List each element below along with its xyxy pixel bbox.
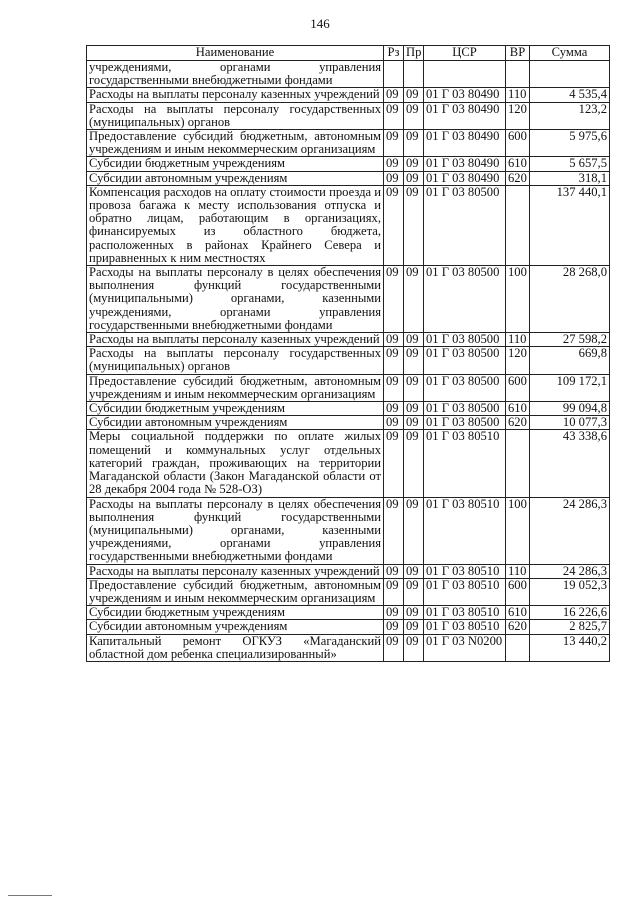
row-csr-cell: 01 Г 03 80500 <box>424 416 506 430</box>
row-sum-cell: 24 286,3 <box>530 497 610 564</box>
row-vr-cell: 110 <box>506 564 530 578</box>
row-pr-cell: 09 <box>404 634 424 661</box>
row-pr-cell <box>404 61 424 88</box>
row-csr-cell: 01 Г 03 80510 <box>424 620 506 634</box>
row-csr-cell: 01 Г 03 80510 <box>424 606 506 620</box>
row-pr-cell: 09 <box>404 185 424 265</box>
table-body <box>87 61 610 662</box>
row-rz-cell: 09 <box>384 171 404 185</box>
table-row <box>87 620 610 634</box>
row-csr-cell: 01 Г 03 80500 <box>424 185 506 265</box>
row-sum-cell: 13 440,2 <box>530 634 610 661</box>
row-sum-cell: 2 825,7 <box>530 620 610 634</box>
row-csr-cell: 01 Г 03 80510 <box>424 497 506 564</box>
row-name-cell: Расходы на выплаты персоналу государственных (муниципальных) органов <box>87 347 384 374</box>
row-csr-cell: 01 Г 03 80490 <box>424 88 506 102</box>
row-csr-cell: 01 Г 03 80500 <box>424 266 506 333</box>
table-row <box>87 430 610 497</box>
row-sum-cell: 28 268,0 <box>530 266 610 333</box>
row-sum-cell: 99 094,8 <box>530 402 610 416</box>
header-rz: Рз <box>384 46 404 61</box>
row-sum-cell: 5 657,5 <box>530 157 610 171</box>
row-rz-cell: 09 <box>384 266 404 333</box>
row-name-cell: Компенсация расходов на оплату стоимости проезда и провоза багажа к месту использования отпуска и обратно лицам, работающим в организациях, финансируемых из областного бюджета, расположенных в районах Крайнего Севера и приравненных к ним местностях <box>87 185 384 265</box>
budget-table <box>86 45 610 662</box>
table-row <box>87 347 610 374</box>
row-sum-cell: 137 440,1 <box>530 185 610 265</box>
row-rz-cell <box>384 61 404 88</box>
row-vr-cell: 100 <box>506 266 530 333</box>
row-vr-cell: 600 <box>506 578 530 605</box>
row-vr-cell <box>506 430 530 497</box>
row-csr-cell: 01 Г 03 80500 <box>424 374 506 401</box>
row-vr-cell: 120 <box>506 347 530 374</box>
row-rz-cell: 09 <box>384 130 404 157</box>
row-pr-cell: 09 <box>404 333 424 347</box>
row-csr-cell: 01 Г 03 80500 <box>424 347 506 374</box>
row-pr-cell: 09 <box>404 416 424 430</box>
row-rz-cell: 09 <box>384 88 404 102</box>
table-row <box>87 578 610 605</box>
footnote-rule <box>8 895 52 896</box>
row-csr-cell: 01 Г 03 80510 <box>424 578 506 605</box>
row-csr-cell: 01 Г 03 80500 <box>424 402 506 416</box>
table-row <box>87 171 610 185</box>
row-pr-cell: 09 <box>404 171 424 185</box>
row-name-cell: Субсидии бюджетным учреждениям <box>87 606 384 620</box>
table-row <box>87 185 610 265</box>
row-vr-cell: 100 <box>506 497 530 564</box>
row-sum-cell: 24 286,3 <box>530 564 610 578</box>
table-row <box>87 130 610 157</box>
header-pr: Пр <box>404 46 424 61</box>
table-row <box>87 402 610 416</box>
row-sum-cell: 4 535,4 <box>530 88 610 102</box>
row-rz-cell: 09 <box>384 564 404 578</box>
row-pr-cell: 09 <box>404 102 424 129</box>
row-pr-cell: 09 <box>404 606 424 620</box>
row-vr-cell: 610 <box>506 606 530 620</box>
row-name-cell: Меры социальной поддержки по оплате жилых помещений и коммунальных услуг отдельных категорий граждан, проживающих на территории Магаданской области (Закон Магаданской области от 28 декабря 2004 года № 528-ОЗ) <box>87 430 384 497</box>
row-vr-cell: 620 <box>506 416 530 430</box>
row-rz-cell: 09 <box>384 606 404 620</box>
row-name-cell: Расходы на выплаты персоналу в целях обеспечения выполнения функций государственными (муниципальными) органами, казенными учреждениями, органами управления государственными внебюджетными фондами <box>87 266 384 333</box>
row-rz-cell: 09 <box>384 402 404 416</box>
row-sum-cell: 318,1 <box>530 171 610 185</box>
table-row <box>87 266 610 333</box>
table-row <box>87 416 610 430</box>
row-vr-cell: 620 <box>506 620 530 634</box>
row-name-cell: Субсидии бюджетным учреждениям <box>87 157 384 171</box>
row-name-cell: Расходы на выплаты персоналу казенных учреждений <box>87 333 384 347</box>
row-name-cell: Предоставление субсидий бюджетным, автономным учреждениям и иным некоммерческим организациям <box>87 374 384 401</box>
row-name-cell: Субсидии автономным учреждениям <box>87 620 384 634</box>
row-pr-cell: 09 <box>404 130 424 157</box>
row-pr-cell: 09 <box>404 266 424 333</box>
row-pr-cell: 09 <box>404 620 424 634</box>
row-vr-cell: 620 <box>506 171 530 185</box>
row-rz-cell: 09 <box>384 430 404 497</box>
row-sum-cell: 109 172,1 <box>530 374 610 401</box>
row-sum-cell: 19 052,3 <box>530 578 610 605</box>
row-sum-cell: 16 226,6 <box>530 606 610 620</box>
row-name-cell: Капитальный ремонт ОГКУЗ «Магаданский областной дом ребенка специализированный» <box>87 634 384 661</box>
row-name-cell: Предоставление субсидий бюджетным, автономным учреждениям и иным некоммерческим организациям <box>87 130 384 157</box>
row-vr-cell <box>506 185 530 265</box>
row-pr-cell: 09 <box>404 564 424 578</box>
row-sum-cell: 43 338,6 <box>530 430 610 497</box>
row-csr-cell: 01 Г 03 80510 <box>424 430 506 497</box>
row-name-cell: Расходы на выплаты персоналу казенных учреждений <box>87 564 384 578</box>
row-pr-cell: 09 <box>404 88 424 102</box>
table-row <box>87 61 610 88</box>
row-sum-cell: 669,8 <box>530 347 610 374</box>
row-csr-cell: 01 Г 03 N0200 <box>424 634 506 661</box>
row-csr-cell: 01 Г 03 80490 <box>424 102 506 129</box>
row-pr-cell: 09 <box>404 157 424 171</box>
row-rz-cell: 09 <box>384 578 404 605</box>
table-row <box>87 88 610 102</box>
row-vr-cell <box>506 634 530 661</box>
row-name-cell: Расходы на выплаты персоналу государственных (муниципальных) органов <box>87 102 384 129</box>
row-rz-cell: 09 <box>384 634 404 661</box>
row-csr-cell: 01 Г 03 80490 <box>424 157 506 171</box>
row-rz-cell: 09 <box>384 157 404 171</box>
table-header-row <box>87 46 610 61</box>
row-pr-cell: 09 <box>404 497 424 564</box>
table-row <box>87 497 610 564</box>
row-name-cell: Субсидии бюджетным учреждениям <box>87 402 384 416</box>
table-row <box>87 606 610 620</box>
row-vr-cell: 120 <box>506 102 530 129</box>
row-sum-cell: 27 598,2 <box>530 333 610 347</box>
table-row <box>87 374 610 401</box>
row-vr-cell: 110 <box>506 333 530 347</box>
row-vr-cell: 600 <box>506 374 530 401</box>
row-csr-cell: 01 Г 03 80490 <box>424 130 506 157</box>
row-vr-cell: 610 <box>506 402 530 416</box>
row-name-cell: Расходы на выплаты персоналу в целях обеспечения выполнения функций государственными (муниципальными) органами, казенными учреждениями, органами управления государственными внебюджетными фондами <box>87 497 384 564</box>
table-row <box>87 102 610 129</box>
row-pr-cell: 09 <box>404 374 424 401</box>
row-rz-cell: 09 <box>384 102 404 129</box>
row-name-cell: учреждениями, органами управления государственными внебюджетными фондами <box>87 61 384 88</box>
row-rz-cell: 09 <box>384 416 404 430</box>
header-name: Наименование <box>87 46 384 61</box>
table-row <box>87 634 610 661</box>
table-row <box>87 157 610 171</box>
row-csr-cell: 01 Г 03 80490 <box>424 171 506 185</box>
row-vr-cell <box>506 61 530 88</box>
row-name-cell: Субсидии автономным учреждениям <box>87 416 384 430</box>
row-sum-cell: 10 077,3 <box>530 416 610 430</box>
table-row <box>87 333 610 347</box>
row-sum-cell <box>530 61 610 88</box>
row-csr-cell: 01 Г 03 80500 <box>424 333 506 347</box>
row-pr-cell: 09 <box>404 347 424 374</box>
row-rz-cell: 09 <box>384 374 404 401</box>
header-csr: ЦСР <box>424 46 506 61</box>
row-sum-cell: 123,2 <box>530 102 610 129</box>
row-vr-cell: 610 <box>506 157 530 171</box>
row-pr-cell: 09 <box>404 578 424 605</box>
row-csr-cell <box>424 61 506 88</box>
row-csr-cell: 01 Г 03 80510 <box>424 564 506 578</box>
row-name-cell: Предоставление субсидий бюджетным, автономным учреждениям и иным некоммерческим организациям <box>87 578 384 605</box>
row-rz-cell: 09 <box>384 497 404 564</box>
row-vr-cell: 110 <box>506 88 530 102</box>
row-rz-cell: 09 <box>384 185 404 265</box>
row-pr-cell: 09 <box>404 402 424 416</box>
table-row <box>87 564 610 578</box>
row-rz-cell: 09 <box>384 333 404 347</box>
header-vr: ВР <box>506 46 530 61</box>
row-rz-cell: 09 <box>384 347 404 374</box>
header-sum: Сумма <box>530 46 610 61</box>
row-name-cell: Субсидии автономным учреждениям <box>87 171 384 185</box>
row-vr-cell: 600 <box>506 130 530 157</box>
row-sum-cell: 5 975,6 <box>530 130 610 157</box>
page-number: 146 <box>310 16 330 31</box>
row-name-cell: Расходы на выплаты персоналу казенных учреждений <box>87 88 384 102</box>
row-pr-cell: 09 <box>404 430 424 497</box>
row-rz-cell: 09 <box>384 620 404 634</box>
